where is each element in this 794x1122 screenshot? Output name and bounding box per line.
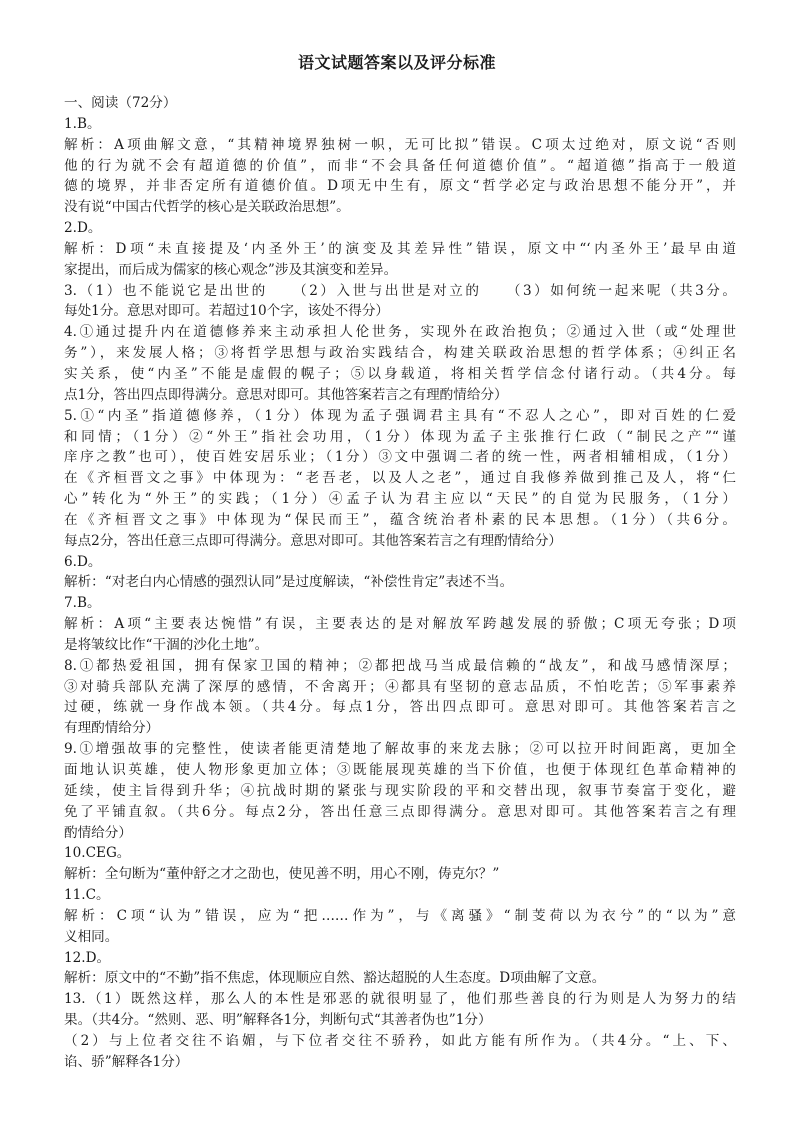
text-line: （2）与上位者交往不谄媚，与下位者交往不骄矜，如此方能有所作为。（共4分。“上、下、 — [64, 1032, 736, 1049]
text-line: 10.CEG。 — [64, 845, 131, 862]
text-line: 在《齐桓晋文之事》中体现为“保民而王”，蕴含统治者朴素的民本思想。（1分）（共6分。 — [64, 511, 736, 528]
text-line: 心”转化为“外王”的实践；（1分）④孟子认为君主应以“天民”的自觉为民服务，（1分） — [64, 491, 736, 508]
text-line: 延续，使主旨得到升华；④抗战时期的紧张与现实阶段的平和交替出现，叙事节奏富于变化，避 — [64, 782, 736, 799]
text-line: 4.①通过提升内在道德修养来主动承担人伦世务，实现外在政治抱负；②通过入世（或“处理世 — [64, 324, 736, 341]
text-line: 点1分，答出四点即得满分。意思对即可。其他答案若言之有理酌情给分） — [64, 386, 508, 403]
text-line: 解析：“对老白内心情感的强烈认同”是过度解读，“补偿性肯定”表述不当。 — [64, 574, 514, 591]
text-line: 解析：A项曲解文意，“其精神境界独树一帜，无可比拟”错误。C项太过绝对，原文说“否则 — [64, 136, 736, 153]
text-line: 免了平铺直叙。（共6分。每点2分，答出任意三点即得满分。意思对即可。其他答案若言之有理 — [64, 803, 736, 820]
text-line: 8.①都热爱祖国，拥有保家卫国的精神；②都把战马当成最信赖的“战友”，和战马感情深厚； — [64, 657, 736, 674]
text-line: 过硬，练就一身作战本领。（共4分。每点1分，答出四点即可。意思对即可。其他答案若言之 — [64, 699, 736, 716]
page-title: 语文试题答案以及评分标准 — [297, 53, 496, 72]
text-line: 和同情；（1分）②“外王”指社会功用，（1分）体现为孟子主张推行仁政（“制民之产”“谨 — [64, 428, 736, 445]
text-line: 1.B。 — [64, 115, 101, 132]
text-line: 每处1分。意思对即可。若超过10个字，该处不得分） — [64, 303, 390, 320]
text-line: 解析：原文中的“不勤”指不焦虑，体现顺应自然、豁达超脱的人生态度。D项曲解了文意。 — [64, 970, 606, 987]
text-line: 酌情给分） — [64, 824, 132, 841]
text-line: 德的境界，并非否定所有道德价值。D项无中生有，原文“哲学必定与政治思想不能分开”，并 — [64, 178, 736, 195]
text-line: 9.①增强故事的完整性，使读者能更清楚地了解故事的来龙去脉；②可以拉开时间距离，更加全 — [64, 741, 736, 758]
text-line: 务”），来发展人格；③将哲学思想与政治实践结合，构建关联政治思想的哲学体系；④纠正名 — [64, 345, 736, 362]
text-line: 家提出，而后成为儒家的核心观念”涉及其演变和差异。 — [64, 261, 398, 278]
text-line: 解析：A项“主要表达惋惜”有误，主要表达的是对解放军跨越发展的骄傲；C项无夸张；D项 — [64, 616, 736, 633]
text-line: 5.①“内圣”指道德修养，（1分）体现为孟子强调君主具有“不忍人之心”，即对百姓的仁爱 — [64, 407, 736, 424]
answer-body — [64, 93, 736, 1073]
text-line: 谄、骄”解释各1分） — [64, 1053, 189, 1070]
text-line: 解析：全句断为“董仲舒之才之劭也，使见善不明，用心不刚，俦克尔？” — [64, 866, 500, 883]
text-line: 一、阅读（72分） — [64, 95, 177, 111]
text-line: 果。（共4分。“然则、恶、明”解释各1分，判断句式“其善者伪也”1分） — [64, 1012, 492, 1029]
text-line: 实关系，使“内圣”不能是虚假的幌子；⑤以身载道，将相关哲学信念付诸行动。（共4分。每 — [64, 365, 736, 382]
text-line: 解析：C项“认为”错误，应为“把……作为”，与《离骚》“制芰荷以为衣兮”的“以为”意 — [64, 907, 736, 924]
text-line: 在《齐桓晋文之事》中体现为：“老吾老，以及人之老”，通过自我修养做到推己及人，将“仁 — [64, 470, 736, 487]
text-line: 每点2分，答出任意三点即可得满分。意思对即可。其他答案若言之有理酌情给分） — [64, 532, 563, 549]
text-line: 面地认识英雄，使人物形象更加立体；③既能展现英雄的当下价值，也便于体现红色革命精神的 — [64, 762, 736, 778]
text-line: 他的行为就不会有超道德的价值”，而非“不会具备任何道德价值”。“超道德”指高于一般道 — [64, 157, 736, 174]
text-line: 7.B。 — [64, 595, 101, 612]
text-line: 庠序之教”也可），使百姓安居乐业；（1分）③文中强调二者的统一性，两者相辅相成，（1分） — [64, 449, 736, 466]
text-line: 义相同。 — [64, 928, 119, 945]
text-line: 没有说“中国古代哲学的核心是关联政治思想”。 — [64, 199, 350, 216]
text-line: 11.C。 — [64, 887, 110, 904]
text-line: 12.D。 — [64, 949, 111, 966]
text-line: 6.D。 — [64, 553, 102, 570]
text-line: 2.D。 — [64, 220, 102, 237]
text-line: 13.（1）既然这样，那么人的本性是邪恶的就很明显了，他们那些善良的行为则是人为努力的结 — [64, 991, 736, 1008]
text-line: 解析：D项“未直接提及‘内圣外王’的演变及其差异性”错误，原文中“‘内圣外王’最早由道 — [64, 240, 736, 257]
text-line: ③对骑兵部队充满了深厚的感情，不舍离开；④都具有坚韧的意志品质，不怕吃苦；⑤军事素养 — [64, 678, 736, 695]
text-line: 是将皱纹比作“干涸的沙化土地”。 — [64, 636, 269, 653]
text-line: 有理酌情给分） — [64, 720, 160, 737]
text-line: 3.（1）也不能说它是出世的 （2）入世与出世是对立的 （3）如何统一起来呢（共3分。 — [64, 282, 736, 299]
